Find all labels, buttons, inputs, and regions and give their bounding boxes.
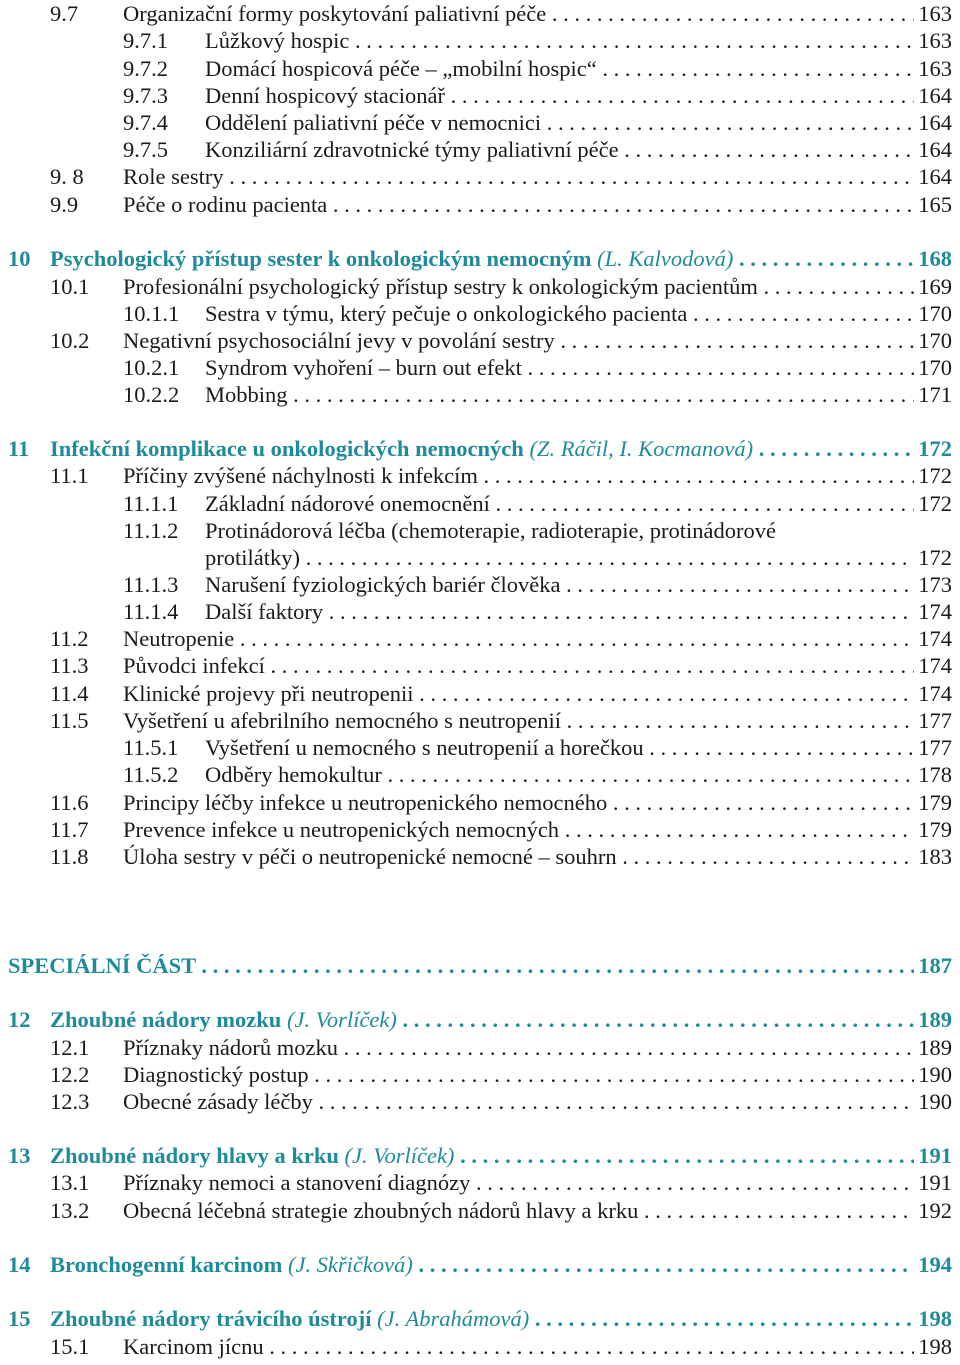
entry-title — [205, 27, 952, 54]
toc-entry[interactable] — [0, 354, 952, 381]
toc-chapter-heading[interactable] — [0, 1142, 952, 1169]
entry-title — [205, 82, 952, 109]
entry-title-text: Další faktory — [205, 599, 324, 624]
entry-number: 13.2 — [50, 1198, 90, 1223]
entry-page-number: 177 — [914, 734, 952, 761]
entry-title-text: Konziliární zdravotnické týmy paliativní péče — [205, 137, 619, 162]
entry-title-text: Zhoubné nádory trávicího ústrojí (J. Abrahámová) — [50, 1306, 530, 1331]
entry-page-number: 189 — [914, 1034, 952, 1061]
entry-number: 11 — [8, 436, 30, 461]
entry-title-text: Karcinom jícnu — [123, 1334, 264, 1359]
entry-title-text: Organizační formy poskytování paliativní péče — [123, 1, 547, 26]
entry-page-number: 164 — [914, 163, 952, 190]
toc-entry[interactable] — [0, 327, 952, 354]
entry-title — [205, 381, 952, 408]
entry-title — [123, 191, 952, 218]
entry-title — [205, 490, 952, 517]
entry-author: (L. Kalvodová) — [597, 246, 734, 271]
entry-page-number: 163 — [914, 0, 952, 27]
entry-title-text: Zhoubné nádory hlavy a krku (J. Vorlíček) — [50, 1143, 455, 1168]
toc-chapter-heading[interactable] — [0, 952, 952, 979]
entry-page-number: 163 — [914, 27, 952, 54]
entry-title — [205, 544, 952, 571]
entry-title — [50, 1251, 952, 1278]
toc-entry[interactable] — [0, 1088, 952, 1115]
toc-entry[interactable] — [0, 27, 952, 54]
entry-page-number: 179 — [914, 816, 952, 843]
entry-number: 11.5.1 — [123, 735, 179, 760]
entry-number: 10.2.2 — [123, 382, 180, 407]
entry-number: 12.1 — [50, 1035, 90, 1060]
entry-title — [123, 707, 952, 734]
entry-title-text: Mobbing — [205, 382, 288, 407]
entry-page-number: 168 — [914, 245, 952, 272]
entry-page-number: 174 — [914, 598, 952, 625]
toc-entry[interactable] — [0, 1197, 952, 1224]
entry-page-number: 170 — [914, 354, 952, 381]
entry-author: (J. Vorlíček) — [344, 1143, 455, 1168]
entry-title — [8, 952, 952, 979]
entry-page-number: 190 — [914, 1061, 952, 1088]
entry-number: 11.1.4 — [123, 599, 179, 624]
entry-number: 11.6 — [50, 790, 89, 815]
toc-entry[interactable] — [0, 109, 952, 136]
entry-title — [123, 163, 952, 190]
entry-number: 9.7.3 — [123, 83, 168, 108]
entry-number: 9.9 — [50, 192, 79, 217]
toc-entry[interactable] — [0, 734, 952, 761]
toc-chapter-heading[interactable] — [0, 435, 952, 462]
entry-title — [205, 109, 952, 136]
entry-title-text: Neutropenie — [123, 626, 235, 651]
entry-number: 10.1 — [50, 274, 90, 299]
entry-title-text: Klinické projevy při neutropenii — [123, 681, 414, 706]
entry-title — [50, 1142, 952, 1169]
entry-number: 11.1 — [50, 463, 89, 488]
toc-entry[interactable] — [0, 490, 952, 517]
entry-title — [205, 354, 952, 381]
entry-number: 9.7.5 — [123, 137, 168, 162]
entry-page-number: 172 — [914, 435, 952, 462]
entry-title — [123, 1061, 952, 1088]
entry-number: 10.2.1 — [123, 355, 180, 380]
entry-title-text: Diagnostický postup — [123, 1062, 309, 1087]
entry-page-number: 172 — [914, 544, 952, 571]
entry-title-text: Bronchogenní karcinom (J. Skřičková) — [50, 1252, 413, 1277]
entry-title-text: Základní nádorové onemocnění — [205, 491, 490, 516]
entry-number: 9.7.1 — [123, 28, 168, 53]
entry-number: 12.2 — [50, 1062, 90, 1087]
entry-number: 10 — [8, 246, 31, 271]
entry-number: 13 — [8, 1143, 31, 1168]
entry-title-text: Zhoubné nádory mozku (J. Vorlíček) — [50, 1007, 397, 1032]
toc-entry[interactable] — [0, 843, 952, 870]
entry-title — [50, 1305, 952, 1332]
toc-entry[interactable] — [0, 1333, 952, 1360]
toc-entry[interactable] — [0, 816, 952, 843]
entry-title-text: Syndrom vyhoření – burn out efekt — [205, 355, 522, 380]
entry-number: 14 — [8, 1252, 31, 1277]
entry-title — [123, 1333, 952, 1360]
toc-entry[interactable] — [0, 517, 952, 544]
entry-title — [205, 136, 952, 163]
entry-number: 15 — [8, 1306, 31, 1331]
entry-page-number: 164 — [914, 82, 952, 109]
entry-page-number: 174 — [914, 625, 952, 652]
entry-title-text: Psychologický přístup sester k onkologickým nemocným (L. Kalvodová) — [50, 246, 734, 271]
entry-title-text: Role sestry — [123, 164, 224, 189]
entry-number: 11.1.1 — [123, 491, 179, 516]
toc-entry[interactable] — [0, 571, 952, 598]
entry-title — [123, 843, 952, 870]
toc-chapter-heading[interactable] — [0, 1305, 952, 1332]
entry-page-number: 198 — [914, 1333, 952, 1360]
entry-page-number: 172 — [914, 462, 952, 489]
entry-page-number: 170 — [914, 300, 952, 327]
entry-author: (Z. Ráčil, I. Kocmanová) — [529, 436, 754, 461]
entry-number: 11.7 — [50, 817, 89, 842]
toc-entry[interactable] — [0, 1169, 952, 1196]
entry-title-text: Narušení fyziologických bariér člověka — [205, 572, 561, 597]
toc-entry[interactable] — [0, 1061, 952, 1088]
toc-entry[interactable] — [0, 82, 952, 109]
toc-entry[interactable] — [0, 598, 952, 625]
entry-page-number: 178 — [914, 761, 952, 788]
entry-page-number: 194 — [914, 1251, 952, 1278]
entry-page-number: 189 — [914, 1006, 952, 1033]
entry-title — [123, 1169, 952, 1196]
entry-title-text: Odběry hemokultur — [205, 762, 382, 787]
entry-page-number: 190 — [914, 1088, 952, 1115]
entry-author: (J. Vorlíček) — [286, 1007, 397, 1032]
entry-page-number: 187 — [914, 952, 952, 979]
entry-title-text: Oddělení paliativní péče v nemocnici — [205, 110, 542, 135]
entry-number: 9. 8 — [50, 164, 84, 189]
entry-title-text: Příznaky nádorů mozku — [123, 1035, 338, 1060]
entry-title-text: Infekční komplikace u onkologických nemocných (Z. Ráčil, I. Kocmanová) — [50, 436, 754, 461]
entry-title-text: Obecné zásady léčby — [123, 1089, 313, 1114]
entry-page-number: 170 — [914, 327, 952, 354]
entry-page-number: 174 — [914, 680, 952, 707]
entry-title — [123, 1088, 952, 1115]
toc-chapter-heading[interactable] — [0, 1251, 952, 1278]
entry-number: 11.2 — [50, 626, 89, 651]
entry-title — [205, 55, 952, 82]
entry-page-number: 192 — [914, 1197, 952, 1224]
entry-page-number: 191 — [914, 1142, 952, 1169]
entry-title — [205, 300, 952, 327]
entry-page-number: 177 — [914, 707, 952, 734]
entry-number: 11.1.2 — [123, 518, 179, 543]
entry-title-text: Příznaky nemoci a stanovení diagnózy — [123, 1170, 471, 1195]
toc-entry[interactable] — [0, 652, 952, 679]
entry-page-number: 172 — [914, 490, 952, 517]
entry-title — [123, 680, 952, 707]
entry-title — [123, 327, 952, 354]
entry-title-text: Vyšetření u afebrilního nemocného s neutropenií — [123, 708, 562, 733]
toc-entry[interactable] — [0, 789, 952, 816]
entry-title — [205, 517, 952, 544]
toc-chapter-heading[interactable] — [0, 245, 952, 272]
entry-title-text: protilátky) — [205, 545, 300, 570]
toc-entry[interactable] — [0, 761, 952, 788]
entry-page-number: 165 — [914, 191, 952, 218]
toc-entry[interactable] — [0, 273, 952, 300]
entry-title — [123, 0, 952, 27]
toc-entry-continuation[interactable] — [0, 544, 952, 571]
entry-number: 13.1 — [50, 1170, 90, 1195]
entry-title — [205, 761, 952, 788]
entry-page-number: 173 — [914, 571, 952, 598]
entry-number: 11.5 — [50, 708, 89, 733]
entry-title — [50, 245, 952, 272]
toc-chapter-heading[interactable] — [0, 1006, 952, 1033]
entry-title — [123, 652, 952, 679]
toc-entry[interactable] — [0, 163, 952, 190]
entry-title — [123, 1034, 952, 1061]
toc-entry[interactable] — [0, 0, 952, 27]
toc-entry[interactable] — [0, 300, 952, 327]
entry-title-text: Úloha sestry v péči o neutropenické nemocné – souhrn — [123, 844, 617, 869]
entry-title — [123, 816, 952, 843]
entry-number: 11.3 — [50, 653, 89, 678]
entry-title-text: Lůžkový hospic — [205, 28, 350, 53]
toc-entry[interactable] — [0, 55, 952, 82]
entry-number: 10.1.1 — [123, 301, 180, 326]
entry-title-text: Příčiny zvýšené náchylnosti k infekcím — [123, 463, 478, 488]
entry-title — [123, 1197, 952, 1224]
entry-title — [123, 273, 952, 300]
toc-entry[interactable] — [0, 136, 952, 163]
entry-title — [205, 734, 952, 761]
toc-entry[interactable] — [0, 1034, 952, 1061]
entry-page-number: 191 — [914, 1169, 952, 1196]
entry-page-number: 198 — [914, 1305, 952, 1332]
entry-page-number: 164 — [914, 136, 952, 163]
entry-page-number: 174 — [914, 652, 952, 679]
entry-page-number: 169 — [914, 273, 952, 300]
entry-title — [50, 1006, 952, 1033]
entry-title-text: Původci infekcí — [123, 653, 265, 678]
entry-title-text: Principy léčby infekce u neutropenického nemocného — [123, 790, 608, 815]
toc-entry[interactable] — [0, 191, 952, 218]
entry-title-text: SPECIÁLNÍ ČÁST — [8, 953, 196, 978]
entry-title-text: Domácí hospicová péče – „mobilní hospic“ — [205, 56, 597, 81]
entry-number: 12.3 — [50, 1089, 90, 1114]
entry-page-number: 183 — [914, 843, 952, 870]
entry-title-text: Profesionální psychologický přístup sestry k onkologickým pacientům — [123, 274, 758, 299]
entry-title — [123, 462, 952, 489]
entry-title — [50, 435, 952, 462]
entry-number: 11.1.3 — [123, 572, 179, 597]
entry-number: 11.5.2 — [123, 762, 179, 787]
entry-page-number: 171 — [914, 381, 952, 408]
entry-number: 11.4 — [50, 681, 89, 706]
entry-number: 11.8 — [50, 844, 89, 869]
entry-title — [205, 571, 952, 598]
entry-title — [123, 625, 952, 652]
entry-title-text: Vyšetření u nemocného s neutropenií a horečkou — [205, 735, 644, 760]
entry-number: 9.7 — [50, 1, 79, 26]
entry-title-text: Sestra v týmu, který pečuje o onkologického pacienta — [205, 301, 688, 326]
entry-title-text: Obecná léčebná strategie zhoubných nádorů hlavy a krku — [123, 1198, 639, 1223]
entry-number: 10.2 — [50, 328, 90, 353]
entry-author: (J. Skřičková) — [287, 1252, 413, 1277]
entry-title-text: Denní hospicový stacionář — [205, 83, 445, 108]
entry-title-text: Protinádorová léčba (chemoterapie, radioterapie, protinádorové — [205, 518, 777, 543]
entry-title-text: Negativní psychosociální jevy v povolání sestry — [123, 328, 555, 353]
entry-title — [205, 598, 952, 625]
entry-title-text: Prevence infekce u neutropenických nemocných — [123, 817, 560, 842]
entry-number: 12 — [8, 1007, 31, 1032]
toc-entry[interactable] — [0, 707, 952, 734]
entry-title-text: Péče o rodinu pacienta — [123, 192, 328, 217]
entry-page-number: 163 — [914, 55, 952, 82]
entry-title — [123, 789, 952, 816]
toc-entry[interactable] — [0, 680, 952, 707]
entry-number: 9.7.2 — [123, 56, 168, 81]
toc-entry[interactable] — [0, 625, 952, 652]
entry-page-number: 179 — [914, 789, 952, 816]
entry-number: 15.1 — [50, 1334, 90, 1359]
entry-page-number: 164 — [914, 109, 952, 136]
toc-entry[interactable] — [0, 381, 952, 408]
entry-number: 9.7.4 — [123, 110, 168, 135]
toc-entry[interactable] — [0, 462, 952, 489]
entry-author: (J. Abrahámová) — [377, 1306, 530, 1331]
